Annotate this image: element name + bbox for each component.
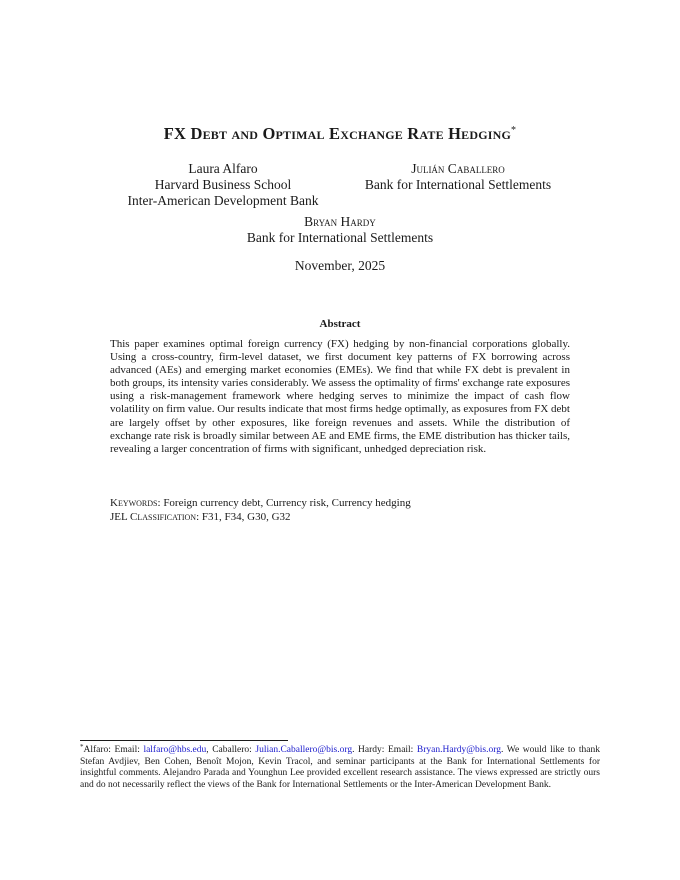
author-block-caballero [348,161,568,193]
footnote-text: Alfaro: Email: [83,745,144,755]
footnote-mark: * [80,743,84,751]
email-link-caballero[interactable]: Julian.Caballero@bis.org [255,745,353,755]
title-footnote-mark[interactable]: * [511,125,517,136]
keywords-section [110,497,570,524]
footnote-text: . We would like to thank Stefan Avdjiev, Ben Cohen, Benoît Mojon, Kevin Tracol, and seminar participants at the Bank for International Settlements for insightful comments. Alejandro Parada and Younghun Lee provided excellent research assistance. The views expressed are strictly ours and do not necessarily reflect the views of the Bank for International Settlements or the Inter-American Development Bank. [80,745,600,790]
keywords-value: Foreign currency debt, Currency risk, Currency hedging [163,497,411,509]
title-text: FX Debt and Optimal Exchange Rate Hedging [163,124,512,143]
footnote-rule [80,740,288,741]
footnote-text: , Caballero: [206,745,256,755]
author-name: Julián Caballero [411,161,505,176]
keywords-label: Keywords: [110,497,161,509]
jel-label: JEL Classification: [110,510,200,523]
paper-date: November, 2025 [294,258,386,273]
email-link-hardy[interactable]: Bryan.Hardy@bis.org [416,745,501,755]
footnote-text: . Hardy: Email: [352,745,417,755]
jel-line [110,511,570,525]
jel-value: F31, F34, G30, G32 [201,510,291,523]
abstract-text: This paper examines optimal foreign currency (FX) hedging by non-financial corporations globally. Using a cross-country, firm-level dataset, we first document key patterns of FX borrowing across advanced (AEs) and emerging market economies (EMEs). We find that while FX debt is prevalent in both groups, its intensity varies considerably. We assess the optimality of firms' exchange rate exposures using a risk-management framework where hedging serves to minimize the impact of cash flow volatility on firm value. Our results indicate that most firms hedge optimally, as exposures from FX debt are largely offset by other exposures, like foreign revenues and assets. While the distribution of exchange rate risk is broadly similar between AE and EME firms, the EME distribution has thicker tails, revealing a larger concentration of firms with significant, unhedged depreciation risk. [110,338,570,455]
author-name: Bryan Hardy [304,214,376,229]
keywords-line [110,497,570,511]
author-affiliation: Harvard Business School [154,177,292,192]
author-block-alfaro [105,161,341,209]
author-affiliation: Inter-American Development Bank [127,193,319,208]
author-affiliation: Bank for International Settlements [246,230,434,245]
paper-title [0,124,680,144]
footnote [80,742,600,791]
email-link-alfaro[interactable]: lalfaro@hbs.edu [143,745,207,755]
author-block-hardy [0,214,680,246]
author-name: Laura Alfaro [188,161,258,176]
author-affiliation: Bank for International Settlements [364,177,552,192]
abstract-heading: Abstract [319,318,361,330]
